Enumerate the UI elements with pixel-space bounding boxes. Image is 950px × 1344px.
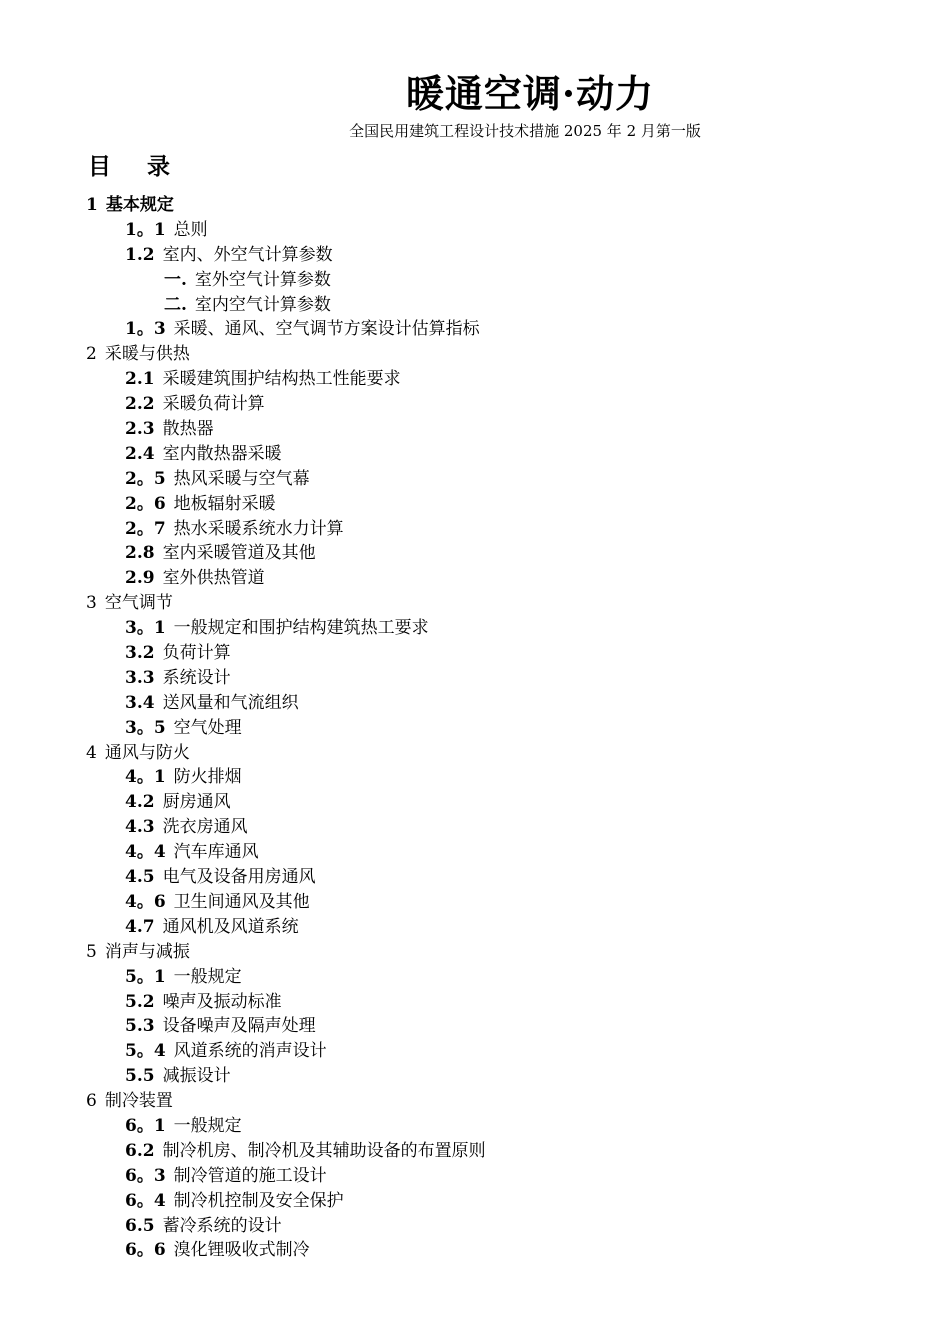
- toc-title: 热水采暖系统水力计算: [173, 518, 344, 539]
- toc-title: 电气及设备用房通风: [162, 867, 316, 888]
- toc-title: 室内空气计算参数: [194, 294, 331, 315]
- toc-section: [86, 566, 486, 591]
- toc-title: 制冷机控制及安全保护: [173, 1190, 344, 1211]
- toc-number: 4.3: [125, 817, 155, 838]
- toc-section: [86, 367, 486, 392]
- toc-number: 3: [86, 593, 97, 614]
- toc-number: 3.2: [125, 643, 155, 664]
- toc-number: 6。1: [125, 1115, 166, 1136]
- toc-chapter: [86, 1089, 486, 1114]
- toc-number: 2。6: [125, 493, 166, 514]
- toc-section: [86, 541, 486, 566]
- toc-number: 4.5: [125, 867, 155, 888]
- toc-title: 采暖建筑围护结构热工性能要求: [162, 369, 401, 390]
- toc-number: 5.2: [125, 991, 155, 1012]
- toc-title: 制冷管道的施工设计: [173, 1165, 327, 1186]
- toc-section: [86, 1214, 486, 1239]
- toc-number: 2.1: [125, 369, 155, 390]
- toc-title: 卫生间通风及其他: [173, 891, 310, 912]
- toc-title: 热风采暖与空气幕: [173, 468, 310, 489]
- toc-number: 一.: [164, 269, 187, 290]
- toc-chapter: [86, 193, 486, 218]
- toc-number: 5: [86, 941, 97, 962]
- toc-number: 6。4: [125, 1190, 166, 1211]
- toc-title: 空气调节: [104, 593, 173, 614]
- toc-number: 3.4: [125, 692, 155, 713]
- toc-title: 散热器: [162, 419, 214, 440]
- toc-number: 2: [86, 344, 97, 365]
- toc-number: 5。4: [125, 1041, 166, 1062]
- toc-section: [86, 840, 486, 865]
- toc-title: 蓄冷系统的设计: [162, 1215, 282, 1236]
- toc-section: [86, 1139, 486, 1164]
- toc-title: 洗衣房通风: [162, 817, 248, 838]
- toc-subsection: [86, 293, 486, 318]
- toc-section: [86, 915, 486, 940]
- toc-section: [86, 467, 486, 492]
- toc-title: 地板辐射采暖: [173, 493, 276, 514]
- toc-section: [86, 517, 486, 542]
- toc-number: 1: [86, 195, 98, 215]
- toc-title: 采暖、通风、空气调节方案设计估算指标: [173, 319, 480, 340]
- toc-title: 室内散热器采暖: [162, 443, 282, 464]
- toc-section: [86, 243, 486, 268]
- toc-number: 2。7: [125, 518, 166, 539]
- toc-section: [86, 1189, 486, 1214]
- toc-section: [86, 392, 486, 417]
- toc-title: 制冷机房、制冷机及其辅助设备的布置原则: [162, 1140, 486, 1161]
- toc-title: 总则: [173, 219, 208, 240]
- toc-section: [86, 641, 486, 666]
- toc-number: 2.2: [125, 394, 155, 415]
- toc-number: 2.3: [125, 419, 155, 440]
- toc-title: 消声与减振: [104, 941, 190, 962]
- toc-number: 3。5: [125, 717, 166, 738]
- toc-section: [86, 790, 486, 815]
- toc-chapter: [86, 591, 486, 616]
- toc-title: 制冷装置: [104, 1091, 173, 1112]
- toc-heading: 目 录: [88, 153, 185, 180]
- toc-title: 室内、外空气计算参数: [162, 244, 333, 265]
- toc-title: 防火排烟: [173, 767, 242, 788]
- toc-title: 噪声及振动标准: [162, 991, 282, 1012]
- document-subtitle: 全国民用建筑工程设计技术措施 2025 年 2 月第一版: [349, 122, 701, 140]
- toc-chapter: [86, 741, 486, 766]
- toc-number: 2。5: [125, 468, 166, 489]
- toc-number: 1。1: [125, 219, 166, 240]
- toc-section: [86, 865, 486, 890]
- toc-title: 汽车库通风: [173, 842, 259, 863]
- toc-number: 5。1: [125, 966, 166, 987]
- toc-number: 6.2: [125, 1140, 155, 1161]
- toc-chapter: [86, 940, 486, 965]
- toc-section: [86, 442, 486, 467]
- toc-section: [86, 1164, 486, 1189]
- toc-title: 系统设计: [162, 667, 231, 688]
- toc-number: 4。6: [125, 891, 166, 912]
- toc-section: [86, 317, 486, 342]
- toc-title: 采暖负荷计算: [162, 394, 265, 415]
- toc-section: [86, 890, 486, 915]
- toc-section: [86, 965, 486, 990]
- toc-number: 3。1: [125, 618, 166, 639]
- toc-title: 采暖与供热: [104, 344, 190, 365]
- toc-number: 6: [86, 1091, 97, 1112]
- toc-number: 5.3: [125, 1016, 155, 1037]
- toc-title: 一般规定: [173, 966, 242, 987]
- toc-title: 基本规定: [105, 195, 174, 215]
- toc-subsection: [86, 268, 486, 293]
- toc-number: 2.9: [125, 568, 155, 589]
- toc-title: 风道系统的消声设计: [173, 1041, 327, 1062]
- toc-chapter: [86, 342, 486, 367]
- toc-section: [86, 218, 486, 243]
- toc-title: 减振设计: [162, 1066, 231, 1087]
- toc-title: 通风与防火: [104, 742, 190, 763]
- toc-section: [86, 492, 486, 517]
- toc-number: 6。3: [125, 1165, 166, 1186]
- toc-number: 4.2: [125, 792, 155, 813]
- toc-number: 4。4: [125, 842, 166, 863]
- toc-section: [86, 1064, 486, 1089]
- toc-title: 一般规定和围护结构建筑热工要求: [173, 618, 429, 639]
- toc-number: 4.7: [125, 916, 155, 937]
- toc-number: 4。1: [125, 767, 166, 788]
- toc-section: [86, 716, 486, 741]
- toc-title: 空气处理: [173, 717, 242, 738]
- toc-section: [86, 1114, 486, 1139]
- toc-number: 6。6: [125, 1240, 166, 1261]
- toc-section: [86, 691, 486, 716]
- table-of-contents: [86, 193, 486, 1263]
- document-title: 暖通空调·动力: [405, 71, 655, 116]
- toc-section: [86, 666, 486, 691]
- toc-title: 室外空气计算参数: [194, 269, 331, 290]
- toc-title: 负荷计算: [162, 643, 231, 664]
- toc-number: 6.5: [125, 1215, 155, 1236]
- toc-title: 厨房通风: [162, 792, 231, 813]
- toc-title: 一般规定: [173, 1115, 242, 1136]
- toc-number: 1.2: [125, 244, 155, 265]
- toc-number: 5.5: [125, 1066, 155, 1087]
- toc-title: 室内采暖管道及其他: [162, 543, 316, 564]
- toc-section: [86, 1238, 486, 1263]
- toc-title: 通风机及风道系统: [162, 916, 299, 937]
- toc-section: [86, 1014, 486, 1039]
- toc-section: [86, 1039, 486, 1064]
- toc-section: [86, 765, 486, 790]
- toc-number: 2.4: [125, 443, 155, 464]
- toc-number: 1。3: [125, 319, 166, 340]
- toc-title: 室外供热管道: [162, 568, 265, 589]
- toc-title: 设备噪声及隔声处理: [162, 1016, 316, 1037]
- toc-title: 送风量和气流组织: [162, 692, 299, 713]
- toc-number: 2.8: [125, 543, 155, 564]
- toc-number: 3.3: [125, 667, 155, 688]
- toc-title: 溴化锂吸收式制冷: [173, 1240, 310, 1261]
- toc-number: 4: [86, 742, 97, 763]
- toc-number: 二.: [164, 294, 187, 315]
- toc-section: [86, 616, 486, 641]
- toc-section: [86, 990, 486, 1015]
- toc-section: [86, 815, 486, 840]
- toc-section: [86, 417, 486, 442]
